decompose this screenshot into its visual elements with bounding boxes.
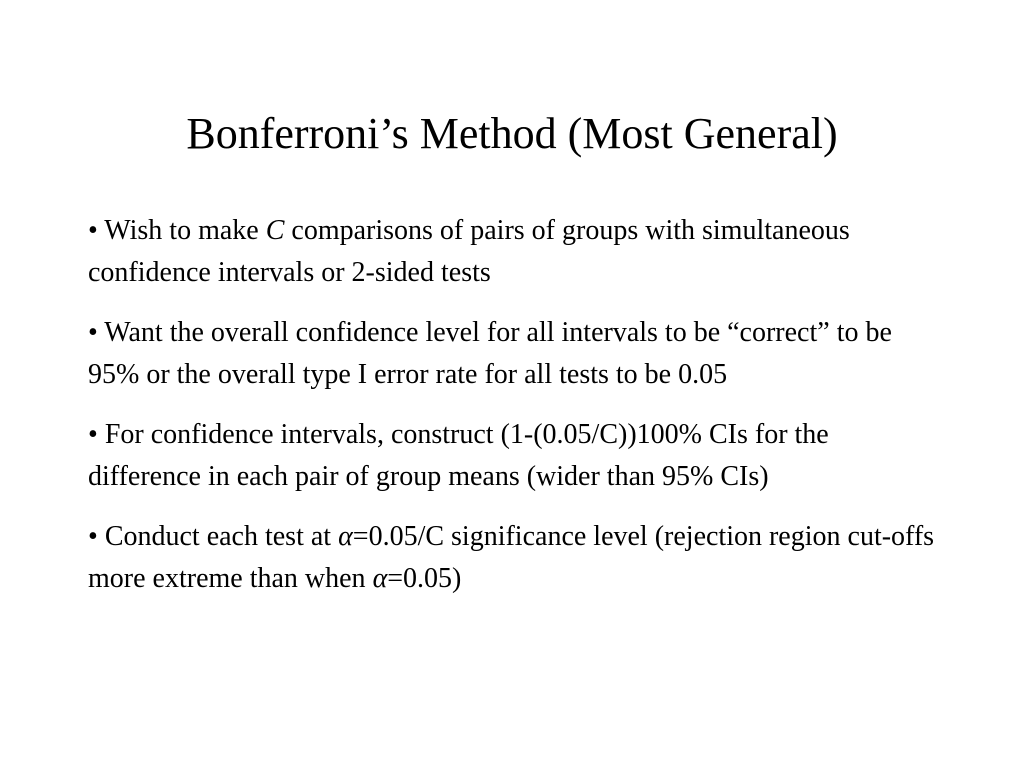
bullet-marker: • bbox=[88, 419, 98, 450]
bullet-text: Wish to make bbox=[97, 215, 266, 246]
bullet-text: =0.05/C significance level (rejection region cut-offs more extreme than when bbox=[88, 521, 935, 594]
bullet-text: comparisons of pairs of groups with simultaneous confidence intervals or 2-sided tests bbox=[88, 215, 850, 288]
bullet-text: For confidence intervals, construct (1-(0.05/C))100% CIs for the difference in each pair of group means (wider than 95% CIs) bbox=[88, 419, 829, 492]
bullet-text: =0.05) bbox=[387, 563, 462, 594]
slide-title: Bonferroni’s Method (Most General) bbox=[186, 109, 838, 158]
bullet-marker: • bbox=[88, 521, 98, 552]
bullet-list bbox=[88, 210, 948, 618]
bullet-item-conduct-test bbox=[88, 516, 948, 600]
variable-c: C bbox=[265, 215, 285, 246]
bullet-item-confidence-level bbox=[88, 312, 948, 396]
bullet-marker: • bbox=[88, 215, 98, 246]
alpha-symbol: α bbox=[372, 563, 388, 594]
bullet-item-comparisons bbox=[88, 210, 948, 294]
bullet-text: Conduct each test at bbox=[97, 521, 339, 552]
bullet-text: Want the overall confidence level for all intervals to be “correct” to be 95% or the overall type I error rate for all tests to be 0.05 bbox=[88, 317, 892, 390]
bullet-marker: • bbox=[88, 317, 98, 348]
bullet-item-confidence-intervals bbox=[88, 414, 948, 498]
alpha-symbol: α bbox=[338, 521, 353, 552]
